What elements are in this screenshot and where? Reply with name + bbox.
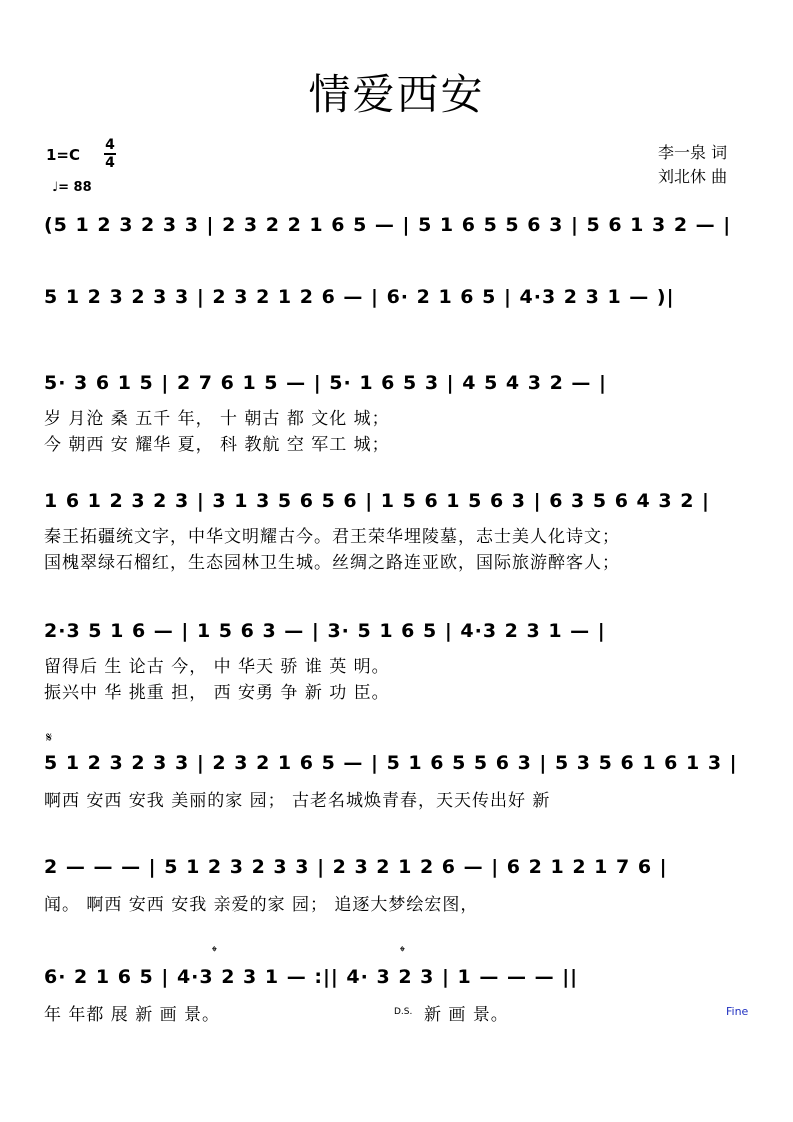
- notation-line-6: 5 1 2 3 2 3 3 | 2 3 2 1 6 5 — | 5 1 6 5 5 6 3 | 5 3 5 6 1 6 1 3 |: [44, 752, 738, 774]
- notation-line-5: 2·3 5 1 6 — | 1 5 6 3 — | 3· 5 1 6 5 | 4·3 2 3 1 — |: [44, 620, 606, 642]
- song-title: 情爱西安: [308, 70, 485, 119]
- quarter-note-icon: ♩: [52, 180, 59, 195]
- lyrics-line-5b: 振兴中 华 挑重 担， 西 安勇 争 新 功 臣。: [44, 683, 390, 703]
- notation-line-1: (5 1 2 3 2 3 3 | 2 3 2 2 1 6 5 — | 5 1 6 5 5 6 3 | 5 6 1 3 2 — |: [44, 214, 732, 236]
- tempo-marking: ♩= 88: [52, 180, 92, 195]
- lyrics-line-3a: 岁 月沧 桑 五千 年， 十 朝古 都 文化 城；: [44, 409, 390, 429]
- fine-marking: Fine: [726, 1005, 749, 1018]
- segno-icon: 𝄋: [46, 730, 53, 746]
- lyrics-line-3b: 今 朝西 安 耀华 夏， 科 教航 空 军工 城；: [44, 435, 390, 455]
- lyrics-line-7: 闻。 啊西 安西 安我 亲爱的家 园； 追逐大梦绘宏图，: [44, 895, 479, 915]
- coda-icon-1: 𝄌: [212, 944, 217, 960]
- lyrics-line-4b: 国槐翠绿石榴红，生态园林卫生城。丝绸之路连亚欧，国际旅游醉客人；: [44, 553, 620, 573]
- notation-line-8: 6· 2 1 6 5 | 4·3 2 3 1 — :|| 4· 3 2 3 | 1 — — — ||: [44, 966, 579, 988]
- lyrics-line-8b: 新 画 景。: [424, 1005, 509, 1025]
- lyrics-line-4a: 秦王拓疆统文字，中华文明耀古今。君王荣华埋陵墓，志士美人化诗文；: [44, 527, 620, 547]
- time-signature: [104, 138, 116, 170]
- ds-marking: D.S.: [394, 1007, 413, 1017]
- lyricist-credit: 李一泉 词: [658, 143, 728, 162]
- notation-line-4: 1 6 1 2 3 2 3 | 3 1 3 5 6 5 6 | 1 5 6 1 5 6 3 | 6 3 5 6 4 3 2 |: [44, 490, 710, 512]
- key-signature: 1=C: [46, 146, 81, 164]
- lyrics-line-5a: 留得后 生 论古 今， 中 华天 骄 谁 英 明。: [44, 657, 390, 677]
- composer-credit: 刘北休 曲: [658, 167, 728, 186]
- notation-line-2: 5 1 2 3 2 3 3 | 2 3 2 1 2 6 — | 6· 2 1 6 5 | 4·3 2 3 1 — )|: [44, 286, 675, 308]
- notation-line-3: 5· 3 6 1 5 | 2 7 6 1 5 — | 5· 1 6 5 3 | 4 5 4 3 2 — |: [44, 372, 607, 394]
- lyrics-line-8a: 年 年都 展 新 画 景。: [44, 1005, 221, 1025]
- time-signature-bottom: 4: [105, 155, 115, 171]
- lyrics-line-6: 啊西 安西 安我 美丽的家 园； 古老名城焕青春，天天传出好 新: [44, 791, 551, 811]
- notation-line-7: 2 — — — | 5 1 2 3 2 3 3 | 2 3 2 1 2 6 — | 6 2 1 2 1 7 6 |: [44, 856, 668, 878]
- coda-icon-2: 𝄌: [400, 944, 405, 960]
- time-signature-top: 4: [105, 137, 115, 153]
